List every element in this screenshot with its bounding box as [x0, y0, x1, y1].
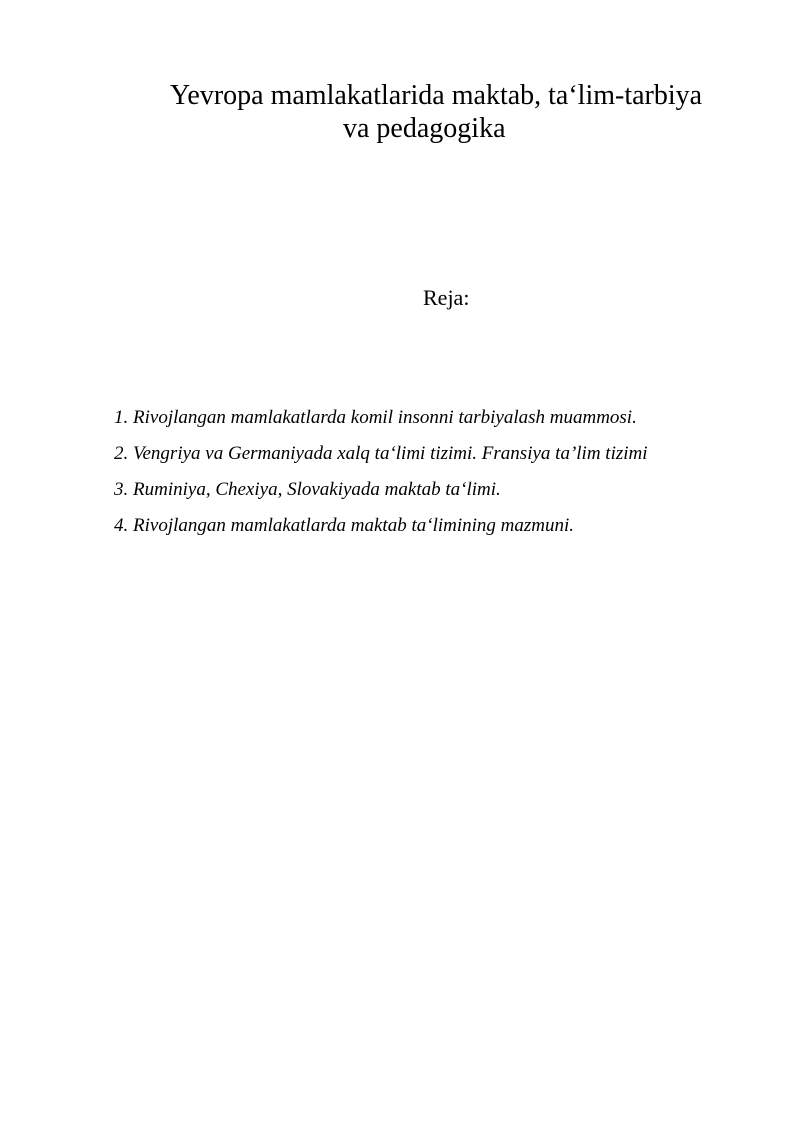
plan-list	[114, 400, 648, 544]
document-title-line-1: Yevropa mamlakatlarida maktab, ta‘lim-tarbiya	[170, 80, 703, 111]
document-title-line-2: va pedagogika	[343, 113, 506, 144]
plan-item-1: 1. Rivojlangan mamlakatlarda komil insonni tarbiyalash muammosi.	[114, 407, 637, 428]
plan-item-2: 2. Vengriya va Germaniyada xalq ta‘limi tizimi. Fransiya ta’lim tizimi	[114, 443, 648, 464]
plan-item-4: 4. Rivojlangan mamlakatlarda maktab ta‘limining mazmuni.	[114, 515, 575, 536]
plan-item-3: 3. Ruminiya, Chexiya, Slovakiyada maktab ta‘limi.	[114, 479, 501, 500]
plan-heading: Reja:	[423, 285, 470, 310]
